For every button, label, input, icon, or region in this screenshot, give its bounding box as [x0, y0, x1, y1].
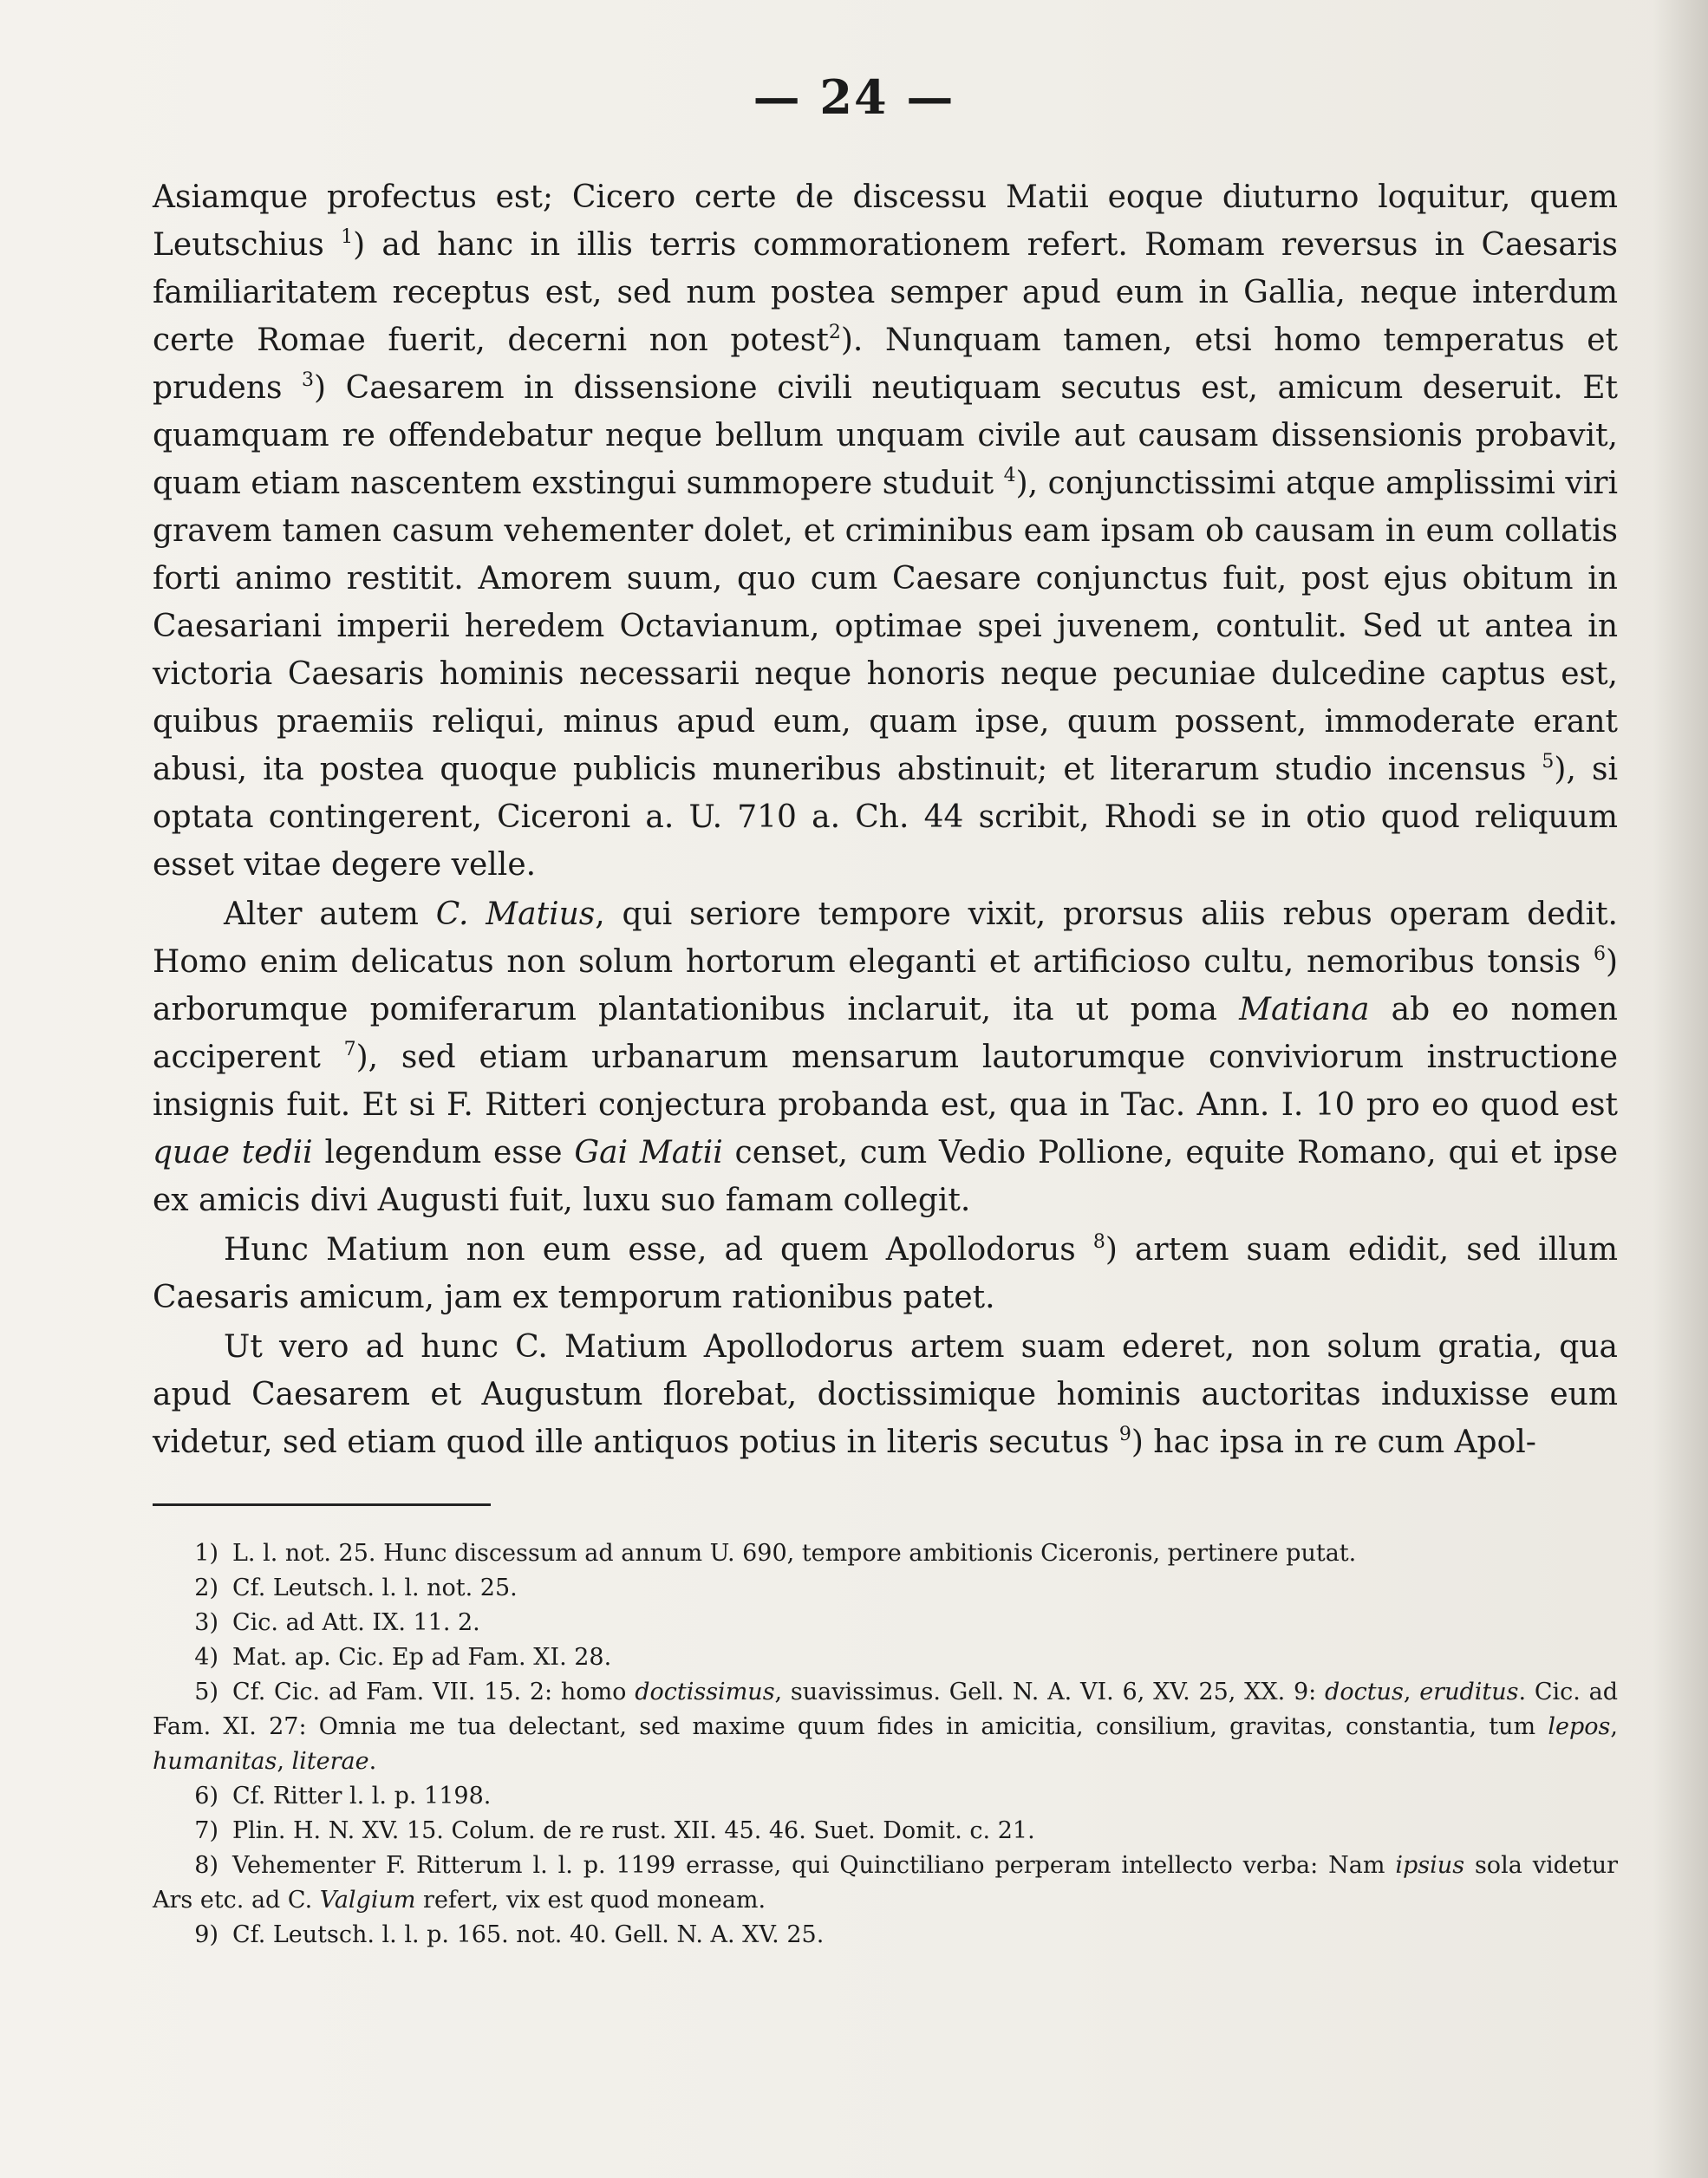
paragraph-4: Ut vero ad hunc C. Matium Apollodorus artem suam ederet, non solum gratia, qua apud Caesarem et Augustum florebat, doctissimique hominis auctoritas induxisse eum videtur, sed etiam quod ille antiquos potius in literis secutus $^9$) hac ipsa in re cum Apol-	[153, 1329, 1618, 1460]
footnote-2: 2) Cf. Leutsch. l. l. not. 25.	[194, 1575, 518, 1601]
footnote-divider	[153, 1503, 491, 1506]
page-number: — 24 —	[753, 69, 955, 125]
italic-term: Matiana	[1239, 992, 1370, 1027]
italic-quote: Gai Matii	[574, 1135, 723, 1171]
paragraph-2: Alter autem C. Matius, qui seriore tempore vixit, prorsus aliis rebus operam dedit. Homo enim delicatus non solum hortorum eleganti et artificioso cultu, nemoribus tonsis $^6$) arborumque pomiferarum plantationibus inclaruit, ita ut poma Matiana ab eo nomen acciperent $^7$), sed etiam urbanarum mensarum lautorumque conviviorum instructione insignis fuit. Et si F. Ritteri conjectura probanda est, qua in Tac. Ann. I. 10 pro eo quod est quae tedii legendum esse Gai Matii censet, cum Vedio Pollione, equite Romano, qui et ipse ex amicis divi Augusti fuit, luxu suo famam collegit.	[153, 897, 1618, 1218]
footnote-ref[interactable]: 2	[828, 322, 841, 343]
footnote-ref[interactable]: 8	[1092, 1231, 1105, 1253]
paragraph-3: Hunc Matium non eum esse, ad quem Apollodorus $^8$) artem suam edidit, sed illum Caesaris amicum, jam ex temporum rationibus patet.	[153, 1231, 1618, 1315]
footnote-1: 1) L. l. not. 25. Hunc discessum ad annum U. 690, tempore ambitionis Ciceronis, pertinere putat.	[194, 1540, 1357, 1567]
main-text	[153, 173, 1618, 1466]
footnote-9: 9) Cf. Leutsch. l. l. p. 165. not. 40. Gell. N. A. XV. 25.	[194, 1921, 825, 1948]
footnote-3: 3) Cic. ad Att. IX. 11. 2.	[194, 1609, 480, 1636]
footnote-5: 5) Cf. Cic. ad Fam. VII. 15. 2: homo doctissimus, suavissimus. Gell. N. A. VI. 6, XV. 25, XX. 9: doctus, eruditus. Cic. ad Fam. XI. 27: Omnia me tua delectant, sed maxime quum fides in amicitia, consilium, gravitas, constantia, tum lepos, humanitas, literae.	[153, 1679, 1619, 1775]
footnote-ref[interactable]: 1	[341, 226, 354, 248]
italic-quote: quae tedii	[153, 1135, 313, 1171]
italic-name: C. Matius	[435, 897, 596, 932]
footnote-8: 8) Vehementer F. Ritterum l. l. p. 1199 errasse, qui Quinctiliano perperam intellecto verba: Nam ipsius sola videtur Ars etc. ad C. Valgium refert, vix est quod moneam.	[153, 1852, 1619, 1914]
footnote-ref[interactable]: 7	[343, 1039, 356, 1060]
footnote-ref[interactable]: 9	[1118, 1424, 1131, 1445]
page-edge-shadow	[1653, 0, 1708, 2178]
footnote-6: 6) Cf. Ritter l. l. p. 1198.	[194, 1783, 492, 1810]
footnote-ref[interactable]: 3	[302, 369, 315, 391]
footnote-ref[interactable]: 5	[1542, 751, 1555, 773]
footnote-ref[interactable]: 4	[1003, 465, 1016, 486]
footnotes	[153, 1536, 1618, 1953]
footnote-7: 7) Plin. H. N. XV. 15. Colum. de re rust. XII. 45. 46. Suet. Domit. c. 21.	[194, 1817, 1035, 1844]
footnote-ref[interactable]: 6	[1593, 943, 1606, 965]
footnote-4: 4) Mat. ap. Cic. Ep ad Fam. XI. 28.	[194, 1644, 612, 1671]
paragraph-1: Asiamque profectus est; Cicero certe de discessu Matii eoque diuturno loquitur, quem Leutschius $^1$) ad hanc in illis terris commorationem refert. Romam reversus in Caesaris familiaritatem receptus est, sed num postea semper apud eum in Gallia, neque interdum certe Romae fuerit, decerni non potest$^2$). Nunquam tamen, etsi homo temperatus et prudens $^3$) Caesarem in dissensione civili neutiquam secutus est, amicum deseruit. Et quamquam re offendebatur neque bellum unquam civile aut causam dissensionis probavit, quam etiam nascentem exstingui summopere studuit $^4$), conjunctissimi atque amplissimi viri gravem tamen casum vehementer dolet, et criminibus eam ipsam ob causam in eum collatis forti animo restitit. Amorem suum, quo cum Caesare conjunctus fuit, post ejus obitum in Caesariani imperii heredem Octavianum, optimae spei juvenem, contulit. Sed ut antea in victoria Caesaris hominis necessarii neque honoris neque pecuniae dulcedine captus est, quibus praemiis reliqui, minus apud eum, quam ipse, quum possent, immoderate erant abusi, ita postea quoque publicis muneribus abstinuit; et literarum studio incensus $^5$), si optata contingerent, Ciceroni a. U. 710 a. Ch. 44 scribit, Rhodi se in otio quod reliquum esset vitae degere velle.	[153, 179, 1618, 883]
